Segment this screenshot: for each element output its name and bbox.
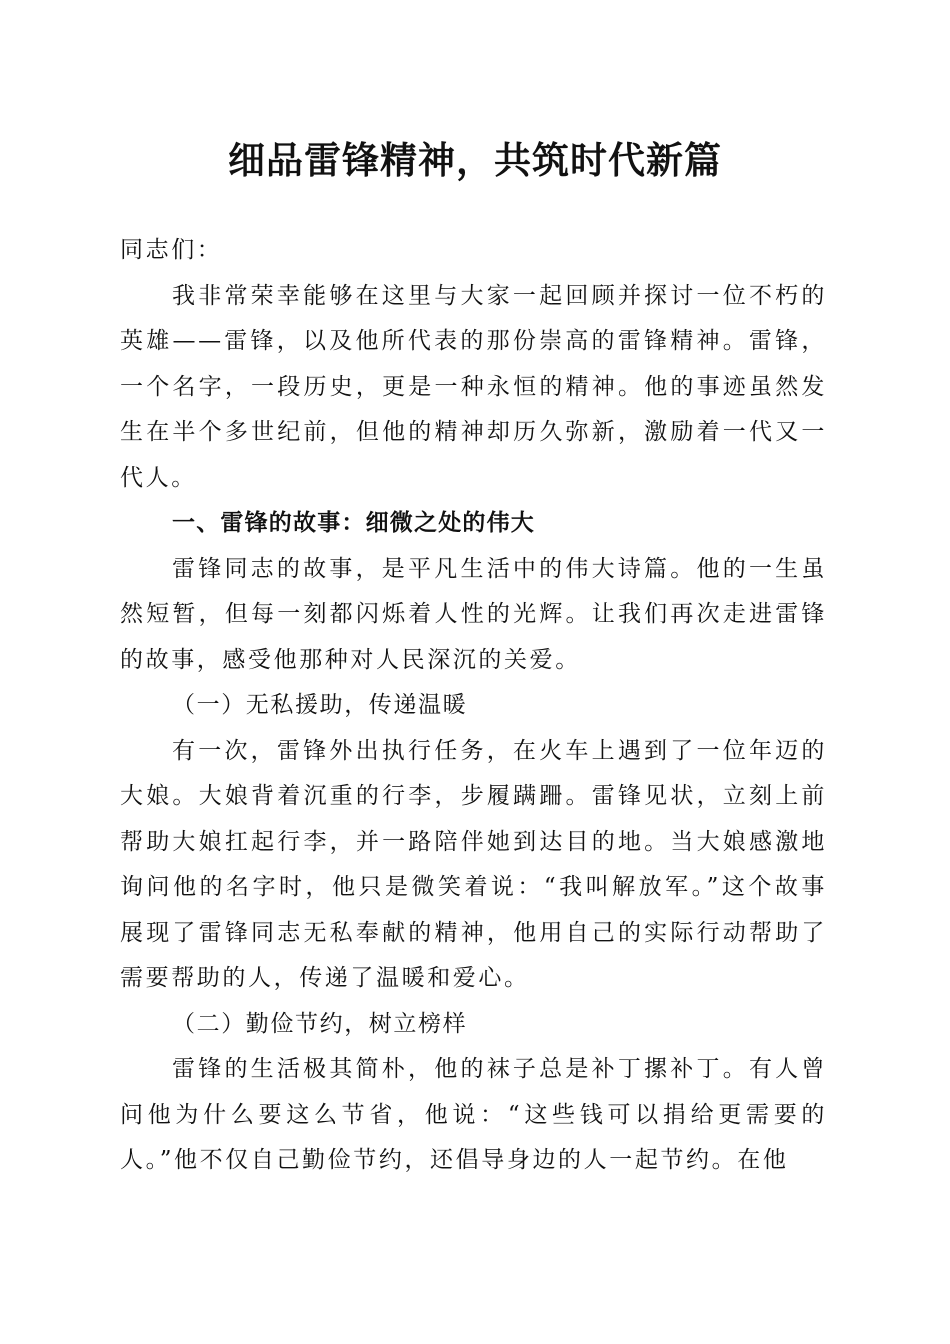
subsection-2-paragraph: 雷锋的生活极其简朴，他的袜子总是补丁摞补丁。有人曾问他为什么要这么节省，他说：“这些钱可以捐给更需要的人。”他不仅自己勤俭节约，还倡导身边的人一起节约。在他 — [120, 1056, 827, 1173]
document-body — [120, 228, 827, 1184]
salutation: 同志们： — [120, 237, 223, 263]
intro-paragraph: 我非常荣幸能够在这里与大家一起回顾并探讨一位不朽的英雄——雷锋，以及他所代表的那份崇高的雷锋精神。雷锋，一个名字，一段历史，更是一种永恒的精神。他的事迹虽然发生在半个多世纪前，但他的精神却历久弥新，激励着一代又一代人。 — [120, 282, 827, 491]
document-title: 细品雷锋精神，共筑时代新篇 — [228, 138, 722, 182]
subsection-heading-1: （一）无私援助，传递温暖 — [172, 692, 468, 718]
subsection-heading-2: （二）勤俭节约，树立榜样 — [172, 1010, 468, 1037]
section-heading-1: 一、雷锋的故事：细微之处的伟大 — [172, 510, 535, 536]
subsection-1-paragraph: 有一次，雷锋外出执行任务，在火车上遇到了一位年迈的大娘。大娘背着沉重的行李，步履蹒跚。雷锋见状，立刻上前帮助大娘扛起行李，并一路陪伴她到达目的地。当大娘感激地询问他的名字时，他只是微笑着说：“我叫解放军。”这个故事展现了雷锋同志无私奉献的精神，他用自己的实际行动帮助了需要帮助的人，传递了温暖和爱心。 — [120, 737, 827, 991]
section-1-intro-paragraph: 雷锋同志的故事，是平凡生活中的伟大诗篇。他的一生虽然短暂，但每一刻都闪烁着人性的光辉。让我们再次走进雷锋的故事，感受他那种对人民深沉的关爱。 — [120, 555, 827, 673]
